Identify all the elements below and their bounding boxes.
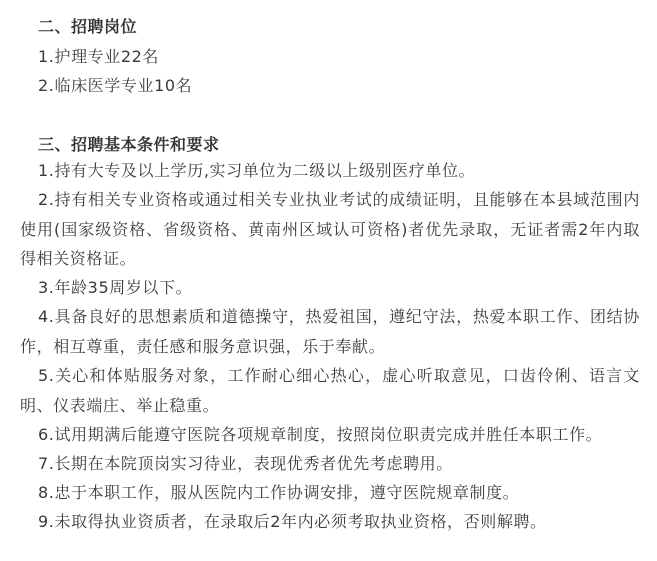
requirement-item: 4.具备良好的思想素质和道德操守，热爱祖国，遵纪守法，热爱本职工作、团结协作，相互尊重，责任感和服务意识强，乐于奉献。: [20, 307, 640, 356]
requirement-item: 9.未取得执业资质者，在录取后2年内必须考取执业资格，否则解聘。: [38, 512, 547, 531]
requirement-item: 1.持有大专及以上学历,实习单位为二级以上级别医疗单位。: [38, 161, 476, 180]
section-heading-positions: 二、招聘岗位: [38, 17, 138, 36]
position-item: 2.临床医学专业10名: [38, 76, 193, 95]
requirement-item: 3.年龄35周岁以下。: [38, 278, 193, 297]
requirement-item: 5.关心和体贴服务对象，工作耐心细心热心，虚心听取意见，口齿伶俐、语言文明、仪表端庄、举止稳重。: [20, 366, 640, 415]
requirement-item: 6.试用期满后能遵守医院各项规章制度，按照岗位职责完成并胜任本职工作。: [38, 425, 603, 444]
position-item: 1.护理专业22名: [38, 47, 160, 66]
requirement-item: 7.长期在本院顶岗实习待业，表现优秀者优先考虑聘用。: [38, 454, 453, 473]
requirement-item: 8.忠于本职工作，服从医院内工作协调安排，遵守医院规章制度。: [38, 483, 520, 502]
requirement-item: 2.持有相关专业资格或通过相关专业执业考试的成绩证明，且能够在本县域范围内使用(国家级资格、省级资格、黄南州区域认可资格)者优先录取，无证者需2年内取得相关资格证。: [20, 190, 640, 268]
section-heading-requirements: 三、招聘基本条件和要求: [38, 135, 220, 154]
